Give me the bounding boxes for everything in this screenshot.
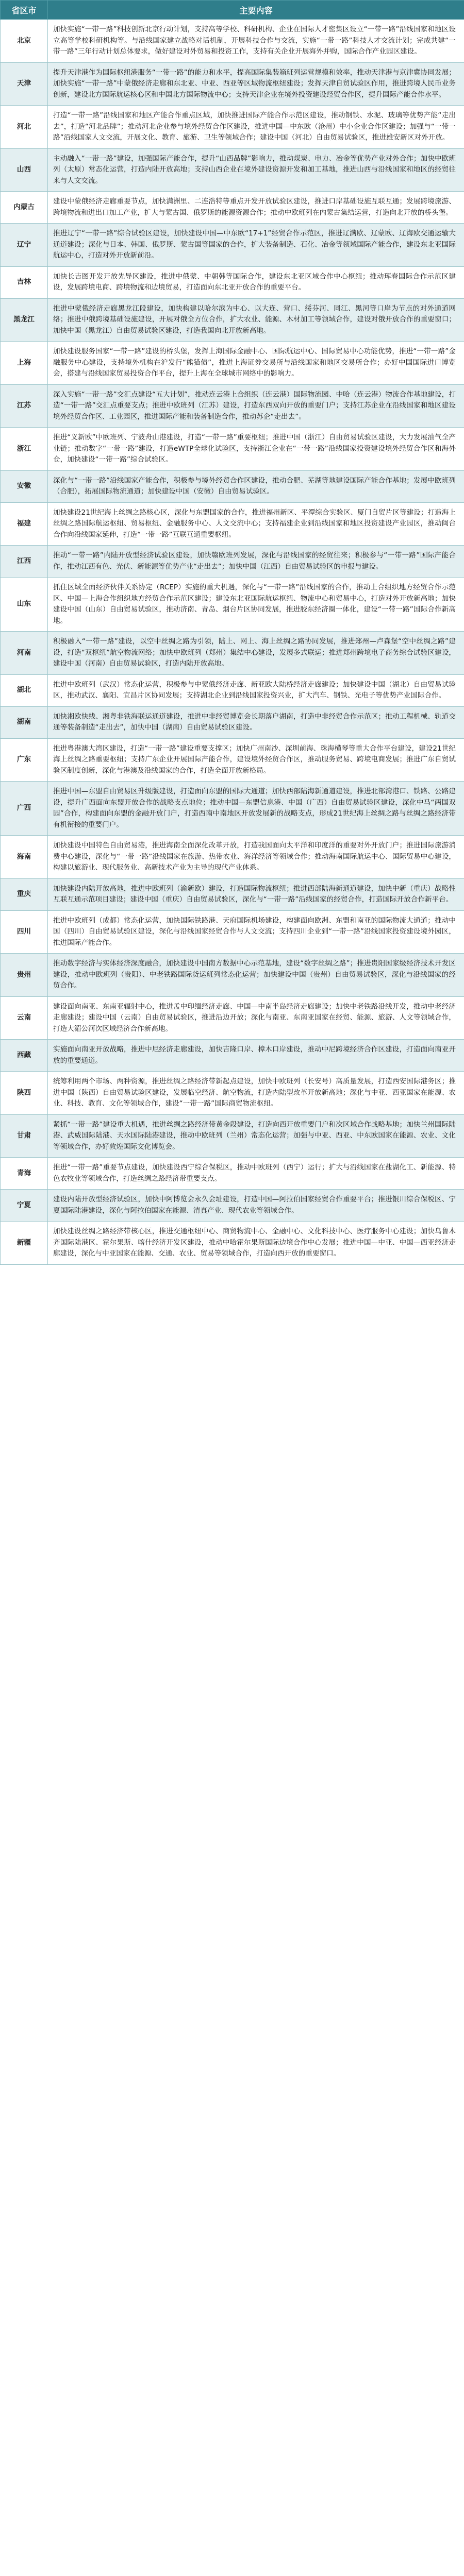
region-cell: 广西 bbox=[1, 782, 48, 836]
region-cell: 江西 bbox=[1, 546, 48, 578]
table-row bbox=[1, 954, 464, 997]
region-cell: 吉林 bbox=[1, 266, 48, 298]
table-row bbox=[1, 546, 464, 578]
region-cell: 广东 bbox=[1, 738, 48, 782]
content-cell: 紧抓“一带一路”建设重大机遇，推进丝绸之路经济带黄金段建设，打造向西开放重要门户和次区域合作战略基地；加快兰州国际陆港、武威国际陆港、天水国际陆港建设，推动中欧班列（兰州）常态化运营；加强与中亚、西亚、中东欧国家在能源、农业、文化等领域合作，办好敦煌国际文化博览会。 bbox=[48, 1114, 464, 1158]
region-cell: 山东 bbox=[1, 578, 48, 632]
content-cell: 推进中蒙俄经济走廊黑龙江段建设，加快构建以哈尔滨为中心、以大连、营口、绥芬河、同江、黑河等口岸为节点的对外通道网络；推进中俄跨境基础设施建设，开展对俄全方位合作，扩大农业、能源、木材加工等领域合作，建设对俄开放合作的重要窗口；加快中国（黑龙江）自由贸易试验区建设，打造我国向北开放新高地。 bbox=[48, 298, 464, 342]
content-cell: 实施面向南亚开放战略，推进中尼经济走廊建设，加快吉隆口岸、樟木口岸建设，推动中尼跨境经济合作区建设，打造面向南亚开放的重要通道。 bbox=[48, 1040, 464, 1072]
content-cell: 推进“一带一路”重要节点建设，加快建设西宁综合保税区，推动中欧班列（西宁）运行；扩大与沿线国家在盐湖化工、新能源、特色农牧业等领域合作，打造丝绸之路经济带重要支点。 bbox=[48, 1158, 464, 1190]
region-cell: 新疆 bbox=[1, 1222, 48, 1265]
table-row bbox=[1, 342, 464, 385]
table-row bbox=[1, 384, 464, 428]
content-cell: 积极融入“一带一路”建设，以空中丝绸之路为引领，陆上、网上、海上丝绸之路协同发展，推进郑州—卢森堡“空中丝绸之路”建设，打造“双枢纽”航空物流网络；加快中欧班列（郑州）集结中心建设，发展多式联运；推进郑州跨境电子商务综合试验区建设，建设中国（河南）自由贸易试验区，打造内陆开放高地。 bbox=[48, 632, 464, 675]
table-row bbox=[1, 470, 464, 502]
content-cell: 打造“一带一路”沿线国家和地区产能合作重点区域，加快推进国际产能合作示范区建设，推动钢铁、水泥、玻璃等优势产能“走出去”，打造“河北品牌”；推动河北企业参与境外经贸合作区建设，推进中国—中东欧（沧州）中小企业合作区建设；加强与“一带一路”沿线国家人文交流，开展文化、教育、旅游、卫生等领域合作；建设中国（河北）自由贸易试验区，推进雄安新区对外开放。 bbox=[48, 106, 464, 149]
content-cell: 推动“一带一路”内陆开放型经济试验区建设，加快赣欧班列发展，深化与沿线国家的经贸往来；积极参与“一带一路”国际产能合作，推动江西有色、光伏、新能源等优势产业“走出去”；加快中国（江西）自由贸易试验区的申报与建设。 bbox=[48, 546, 464, 578]
region-cell: 山西 bbox=[1, 148, 48, 192]
content-cell: 建设内陆开放型经济试验区，加快中阿博览会永久会址建设，打造中国—阿拉伯国家经贸合作重要平台；推进银川综合保税区、宁夏国际陆港建设，深化与阿拉伯国家在能源、清真产业、现代农业等领域合作。 bbox=[48, 1190, 464, 1222]
region-cell: 安徽 bbox=[1, 470, 48, 502]
table-row bbox=[1, 224, 464, 267]
content-cell: 加快建设21世纪海上丝绸之路核心区，深化与东盟国家的合作，推进福州新区、平潭综合实验区、厦门自贸片区等建设；打造海上丝绸之路国际航运枢纽、贸易枢纽、金融服务中心、人文交流中心；支持福建企业到沿线国家和地区投资建设产业园区，推动闽台合作向沿线国家延伸，打造“一带一路”互联互通重要枢纽。 bbox=[48, 502, 464, 546]
content-cell: 加快建设丝绸之路经济带核心区，推进交通枢纽中心、商贸物流中心、金融中心、文化科技中心、医疗服务中心建设；加快乌鲁木齐国际陆港区、霍尔果斯、喀什经济开发区建设，推动中哈霍尔果斯国际边境合作中心发展；推进中国—中亚、中国—西亚经济走廊建设，深化与中亚国家在能源、交通、农业、贸易等领域合作，打造向西开放的重要窗口。 bbox=[48, 1222, 464, 1265]
region-cell: 云南 bbox=[1, 996, 48, 1040]
content-cell: 加快建设服务国家“一带一路”建设的桥头堡，发挥上海国际金融中心、国际航运中心、国际贸易中心功能优势，推进“一带一路”金融服务中心建设，支持境外机构在沪发行“熊猫债”，推进上海证券交易所与沿线国家和地区交易所合作；办好中国国际进口博览会，搭建与沿线国家贸易投资合作平台，提升上海在全球城市网络中的影响力。 bbox=[48, 342, 464, 385]
region-cell: 上海 bbox=[1, 342, 48, 385]
region-cell: 重庆 bbox=[1, 878, 48, 910]
table-row bbox=[1, 298, 464, 342]
region-cell: 湖南 bbox=[1, 706, 48, 738]
table-row bbox=[1, 738, 464, 782]
content-cell: 统筹利用两个市场、两种资源，推进丝绸之路经济带新起点建设，加快中欧班列（长安号）高质量发展，打造西安国际港务区；推进中国（陕西）自由贸易试验区建设，发展临空经济、航空物流，打造内陆型改革开放新高地；深化与中亚、西亚国家在能源、农业、科技、教育、文化等领域合作，建设“一带一路”国际商贸物流枢纽。 bbox=[48, 1072, 464, 1115]
region-cell: 天津 bbox=[1, 62, 48, 106]
table-row bbox=[1, 878, 464, 910]
content-cell: 推动数字经济与实体经济深度融合，加快建设中国南方数据中心示范基地，建设“数字丝绸之路”；推进贵阳国家级经济技术开发区建设，推动中欧班列（贵阳）、中老铁路国际货运班列常态化运营；加快建设中国（贵州）自由贸易试验区，深化与沿线国家的经贸合作。 bbox=[48, 954, 464, 997]
region-cell: 浙江 bbox=[1, 428, 48, 471]
policy-table bbox=[0, 0, 464, 1265]
table-row bbox=[1, 502, 464, 546]
table-row bbox=[1, 266, 464, 298]
region-cell: 海南 bbox=[1, 836, 48, 879]
region-cell: 内蒙古 bbox=[1, 192, 48, 224]
region-cell: 宁夏 bbox=[1, 1190, 48, 1222]
region-cell: 西藏 bbox=[1, 1040, 48, 1072]
region-cell: 甘肃 bbox=[1, 1114, 48, 1158]
content-cell: 推进中欧班列（武汉）常态化运营，积极参与中蒙俄经济走廊、新亚欧大陆桥经济走廊建设；加快建设中国（湖北）自由贸易试验区，推动武汉、襄阳、宜昌片区协同发展；支持湖北企业到沿线国家投资兴业，扩大汽车、钢铁、光电子等优势产业国际合作。 bbox=[48, 674, 464, 706]
region-cell: 河北 bbox=[1, 106, 48, 149]
region-cell: 江苏 bbox=[1, 384, 48, 428]
content-cell: 抓住区域全面经济伙伴关系协定（RCEP）实施的重大机遇，深化与“一带一路”沿线国家的合作，推动上合组织地方经贸合作示范区、中国—上海合作组织地方经贸合作示范区建设；建设东北亚国际航运枢纽、物流中心和贸易中心，打造对外开放新高地；加快建设中国（山东）自由贸易试验区，推动济南、青岛、烟台片区协同发展，推进胶东经济圈一体化，建设“一带一路”国际合作新高地。 bbox=[48, 578, 464, 632]
table-row bbox=[1, 62, 464, 106]
table-row bbox=[1, 674, 464, 706]
region-cell: 河南 bbox=[1, 632, 48, 675]
content-cell: 加快实施“一带一路”科技创新北京行动计划，支持高等学校、科研机构、企业在国际人才密集区设立“一带一路”沿线国家和地区设立高等学校科研机构等。与沿线国家建立战略对话机制，开展科技合作与交流，实施“一带一路”科技人才交流计划；完成共建“一带一路”三年行动计划总体要求，做好建设对外贸易和投资工作，支持有关企业开展海外并购，国际合作产业园区建设。 bbox=[48, 20, 464, 63]
table-row bbox=[1, 910, 464, 954]
table-row bbox=[1, 192, 464, 224]
content-cell: 加快长吉图开发开放先导区建设，推进中俄蒙、中朝韩等国际合作，建设东北亚区域合作中心枢纽；推动珲春国际合作示范区建设，发展跨境电商、跨境物流和边境贸易，打造面向东北亚开放合作的重要平台。 bbox=[48, 266, 464, 298]
table-row bbox=[1, 428, 464, 471]
content-cell: 深化与“一带一路”沿线国家产能合作，积极参与境外经贸合作区建设，推动合肥、芜湖等地建设国际产能合作基地；发展中欧班列（合肥），拓展国际物流通道；加快建设中国（安徽）自由贸易试验区。 bbox=[48, 470, 464, 502]
table-row bbox=[1, 632, 464, 675]
table-row bbox=[1, 1040, 464, 1072]
table-row bbox=[1, 148, 464, 192]
content-cell: 建设中蒙俄经济走廊重要节点，加快满洲里、二连浩特等重点开发开放试验区建设，推进口岸基础设施互联互通；发展跨境旅游、跨境物流和进出口加工产业，扩大与蒙古国、俄罗斯的能源资源合作；推动中欧班列在内蒙古集结运营，打造向北开放的桥头堡。 bbox=[48, 192, 464, 224]
header-row bbox=[1, 1, 464, 20]
region-cell: 贵州 bbox=[1, 954, 48, 997]
header-region: 省区市 bbox=[1, 1, 48, 20]
table-row bbox=[1, 578, 464, 632]
table-row bbox=[1, 20, 464, 63]
content-cell: 提升天津港作为国际枢纽港服务“一带一路”的能力和水平，提高国际集装箱班列运营规模和效率，推动天津港与京津冀协同发展；加快实施“一带一路”中蒙俄经济走廊和东北亚、中亚、西亚等区域物流枢纽建设；发挥天津自贸试验区作用，推进跨境人民币业务创新，建设北方国际航运核心区和中国北方国际物流中心；支持天津企业在境外投资建设经贸合作区，提升国际产能合作水平。 bbox=[48, 62, 464, 106]
content-cell: 建设面向南亚、东南亚辐射中心，推进孟中印缅经济走廊、中国—中南半岛经济走廊建设；加快中老铁路沿线开发，推动中老经济走廊建设；建设中国（云南）自由贸易试验区，推进沿边开放；深化与南亚、东南亚国家在经贸、能源、旅游、人文等领域合作，打造大湄公河次区域经济合作新高地。 bbox=[48, 996, 464, 1040]
table-row bbox=[1, 1072, 464, 1115]
region-cell: 青海 bbox=[1, 1158, 48, 1190]
region-cell: 四川 bbox=[1, 910, 48, 954]
table-row bbox=[1, 1158, 464, 1190]
content-cell: 推进辽宁“一带一路”综合试验区建设，加快建设中国—中东欧“17+1”经贸合作示范区，推进辽满欧、辽蒙欧、辽海欧交通运输大通道建设；深化与日本、韩国、俄罗斯、蒙古国等国家的合作，扩大装备制造、石化、冶金等领域国际产能合作，建设东北亚国际航运中心，打造对外开放新前沿。 bbox=[48, 224, 464, 267]
content-cell: 加快建设内陆开放高地，推进中欧班列（渝新欧）建设，打造国际物流枢纽；推进西部陆海新通道建设，加快中新（重庆）战略性互联互通示范项目建设；建设中国（重庆）自由贸易试验区，深化与“一带一路”沿线国家的经贸合作，打造国际开放合作新平台。 bbox=[48, 878, 464, 910]
content-cell: 主动融入“一带一路”建设，加强国际产能合作，提升“山西品牌”影响力，推动煤炭、电力、冶金等优势产业对外合作；加快中欧班列（太原）常态化运营，打造内陆开放高地；支持山西企业在境外建设资源开发和加工基地，推进山西与沿线国家和地区的经贸往来与人文交流。 bbox=[48, 148, 464, 192]
content-cell: 推进中国—东盟自由贸易区升级版建设，打造面向东盟的国际大通道；加快西部陆海新通道建设，推进北部湾港口、铁路、公路建设，提升广西面向东盟开放合作的战略支点地位；推动中国—东盟信息港、中国（广西）自由贸易试验区建设，深化中马“两国双园”合作，构建面向东盟的金融开放门户，打造西南中南地区开放发展新的战略支点，形成21世纪海上丝绸之路与丝绸之路经济带有机衔接的重要门户。 bbox=[48, 782, 464, 836]
region-cell: 北京 bbox=[1, 20, 48, 63]
content-cell: 加快建设中国特色自由贸易港，推进海南全面深化改革开放，打造我国面向太平洋和印度洋的重要对外开放门户；推进国际旅游消费中心建设，深化与“一带一路”沿线国家在旅游、热带农业、海洋经济等领域合作；推动海南国际航运中心、国际贸易中心建设，构建以旅游业、现代服务业、高新技术产业为主导的现代产业体系。 bbox=[48, 836, 464, 879]
table-row bbox=[1, 1190, 464, 1222]
table-row bbox=[1, 782, 464, 836]
region-cell: 福建 bbox=[1, 502, 48, 546]
content-cell: 推进粤港澳大湾区建设，打造“一带一路”建设重要支撑区；加快广州南沙、深圳前海、珠海横琴等重大合作平台建设，建设21世纪海上丝绸之路重要枢纽；支持广东企业开展国际产能合作，建设境外经贸合作区，推动服务贸易、跨境电商发展；推进广东自贸试验区制度创新，深化与港澳及沿线国家的合作，打造全面开放新格局。 bbox=[48, 738, 464, 782]
region-cell: 黑龙江 bbox=[1, 298, 48, 342]
table-row bbox=[1, 836, 464, 879]
table-row bbox=[1, 706, 464, 738]
content-cell: 深入实施“一带一路”交汇点建设“五大计划”，推动连云港上合组织（连云港）国际物流园、中哈（连云港）物流合作基地建设，打造“一带一路”交汇点重要支点；推进中欧班列（江苏）建设，打造东西双向开放的重要门户；支持江苏企业在沿线国家和地区建设境外经贸合作区、工业园区，推进国际产能和装备制造合作，推动苏企“走出去”。 bbox=[48, 384, 464, 428]
content-cell: 加快湘欧快线、湘粤非铁海联运通道建设，推进中非经贸博览会长期落户湖南，打造中非经贸合作示范区；推动工程机械、轨道交通等装备制造“走出去”，加快中国（湖南）自由贸易试验区建设。 bbox=[48, 706, 464, 738]
content-cell: 推进中欧班列（成都）常态化运营，加快国际铁路港、天府国际机场建设，构建面向欧洲、东盟和南亚的国际物流大通道；推动中国（四川）自由贸易试验区建设，深化与沿线国家经贸合作与人文交流；支持四川企业到“一带一路”沿线国家投资建设境外园区，推进国际产能合作。 bbox=[48, 910, 464, 954]
region-cell: 陕西 bbox=[1, 1072, 48, 1115]
table-row bbox=[1, 106, 464, 149]
header-content: 主要内容 bbox=[48, 1, 464, 20]
table-row bbox=[1, 996, 464, 1040]
content-cell: 推进“义新欧”中欧班列、宁波舟山港建设，打造“一带一路”重要枢纽；推进中国（浙江）自由贸易试验区建设，大力发展油气全产业链；推动数字“一带一路”建设，打造eWTP全球化试验区，支持浙江企业在“一带一路”沿线国家投资建设境外经贸合作区和海外仓，加快建设“一带一路”综合试验区。 bbox=[48, 428, 464, 471]
region-cell: 辽宁 bbox=[1, 224, 48, 267]
table-row bbox=[1, 1222, 464, 1265]
table-body bbox=[1, 20, 464, 1265]
region-cell: 湖北 bbox=[1, 674, 48, 706]
table-header bbox=[1, 1, 464, 20]
table-row bbox=[1, 1114, 464, 1158]
